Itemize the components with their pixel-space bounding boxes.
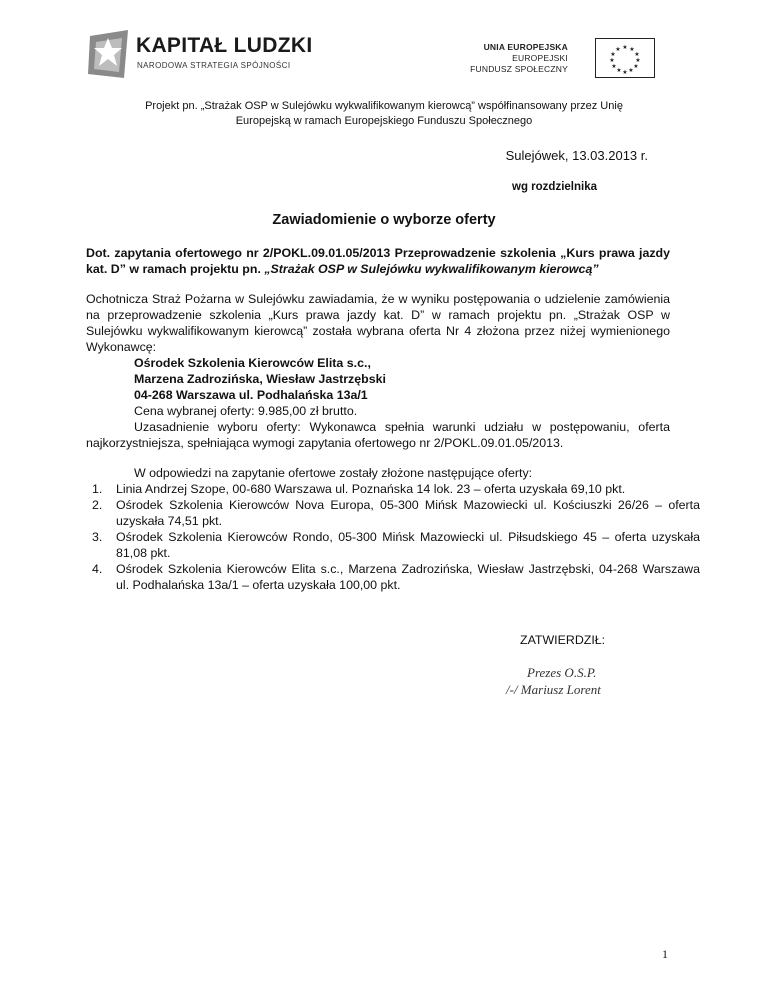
approval-label: ZATWIERDZIŁ: (520, 633, 606, 647)
project-note (100, 99, 668, 129)
svg-text:★: ★ (610, 51, 616, 58)
svg-text:★: ★ (616, 67, 622, 74)
page-number: 1 (662, 947, 668, 961)
distribution-note: wg rozdzielnika (512, 181, 597, 193)
offer-number: 3. (92, 530, 103, 544)
signature-name: /-/ Mariusz Lorent (506, 682, 601, 697)
offer-text: Linia Andrzej Szope, 00-680 Warszawa ul. Poznańska 14 lok. 23 – oferta uzyskała 69,10 pkt. (116, 482, 626, 496)
svg-text:★: ★ (611, 63, 617, 70)
svg-text:★: ★ (609, 57, 615, 64)
subject-text: Dot. zapytania ofertowego nr 2/POKL.09.01.05/2013 Przeprowadzenie szkolenia „Kurs prawa jazdy kat. D” w ramach projektu pn. (86, 246, 670, 276)
svg-text:★: ★ (615, 46, 621, 53)
svg-text:★: ★ (622, 69, 628, 76)
project-line-1: Projekt pn. „Strażak OSP w Sulejówku wykwalifikowanym kierowcą” współfinansowany przez Unię (145, 100, 623, 112)
svg-text:★: ★ (628, 67, 634, 74)
body-text (86, 291, 670, 451)
offer-text: Ośrodek Szkolenia Kierowców Nova Europa, 05-300 Mińsk Mazowiecki ul. Kościuszki 26/26 – oferta uzyskała 74,51 pkt. (116, 498, 700, 528)
offers-list (86, 481, 700, 593)
offers-intro: W odpowiedzi na zapytanie ofertowe zostały złożone następujące oferty: (134, 466, 533, 480)
eu-logo-line3: FUNDUSZ SPOŁECZNY (470, 64, 568, 74)
winner-price: Cena wybranej oferty: 9.985,00 zł brutto. (134, 404, 358, 418)
logo-left-title: KAPITAŁ LUDZKI (136, 34, 313, 57)
document-title: Zawiadomienie o wyborze oferty (272, 212, 496, 228)
logo-left-subtitle: NARODOWA STRATEGIA SPÓJNOŚCI (137, 61, 291, 70)
signature-role: Prezes O.S.P. (527, 665, 597, 680)
body-intro: Ochotnicza Straż Pożarna w Sulejówku zawiadamia, że w wyniku postępowania o udzielenie zamówienia na przeprowadzenie szkolenia „Kurs prawa jazdy kat. D” w ramach projektu pn. „Strażak OSP w Sulejówku wykwalifikowanym kierowcą” została wybrana oferta Nr 4 złożona przez niżej wymienionego Wykonawcę: (86, 292, 670, 354)
list-item (92, 481, 700, 497)
list-item (92, 497, 700, 529)
winner-line-1: Ośrodek Szkolenia Kierowców Elita s.c., (134, 356, 371, 370)
winner-line-2: Marzena Zadrozińska, Wiesław Jastrzębski (134, 372, 386, 386)
justification: Uzasadnienie wyboru oferty: Wykonawca spełnia warunki udziału w postępowaniu, oferta najkorzystniejsza, spełniająca wymogi zapytania ofertowego nr 2/POKL.09.01.05/2013. (86, 420, 670, 450)
svg-text:★: ★ (634, 51, 640, 58)
winner-line-3: 04-268 Warszawa ul. Podhalańska 13a/1 (134, 388, 368, 402)
svg-text:★: ★ (629, 46, 635, 53)
offer-text: Ośrodek Szkolenia Kierowców Elita s.c., Marzena Zadrozińska, Wiesław Jastrzębski, 04-268 Warszawa ul. Podhalańska 13a/1 – oferta uzyskała 100,00 pkt. (116, 562, 700, 592)
svg-text:★: ★ (633, 63, 639, 70)
project-line-2: Europejską w ramach Europejskiego Funduszu Społecznego (235, 115, 533, 127)
offer-number: 2. (92, 498, 103, 512)
svg-text:★: ★ (635, 57, 641, 64)
offer-text: Ośrodek Szkolenia Kierowców Rondo, 05-300 Mińsk Mazowiecki ul. Piłsudskiego 45 – oferta uzyskała 81,08 pkt. (116, 530, 700, 560)
list-item (92, 529, 700, 561)
svg-text:★: ★ (622, 44, 628, 51)
list-item (92, 561, 700, 593)
eu-logo-line2: EUROPEJSKI (512, 53, 568, 63)
eu-flag-icon (595, 38, 655, 78)
eu-logo-line1: UNIA EUROPEJSKA (483, 42, 568, 52)
subject-line (86, 245, 670, 277)
eu-logo-text (470, 42, 568, 75)
offer-number: 1. (92, 482, 103, 496)
document-date: Sulejówek, 13.03.2013 r. (505, 148, 648, 163)
subject-project-name: „Strażak OSP w Sulejówku wykwalifikowanym kierowcą” (264, 262, 599, 276)
offer-number: 4. (92, 562, 103, 576)
